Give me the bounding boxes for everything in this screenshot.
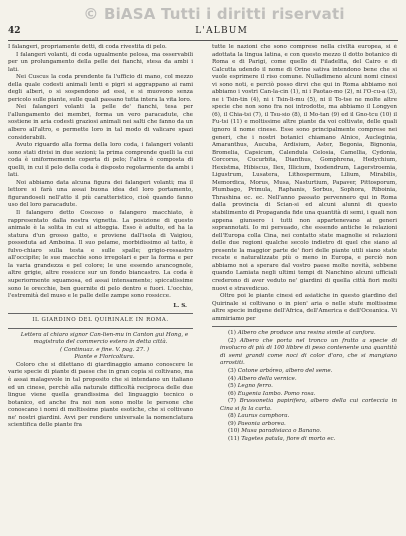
footnote-number: (8) (228, 413, 236, 420)
footnote-text: Albero della vernice. (237, 375, 297, 382)
footnote-number: (6) (228, 390, 236, 397)
footnote-text: Brussonetia papirifera, albero della cui corteccia in Cina si fa la carta. (220, 398, 397, 412)
subheading: Piante e Floricoltura. (74, 354, 135, 361)
footnote-text: Laurus camphora. (237, 413, 290, 420)
footnote (212, 413, 397, 421)
paragraph: Noi abbiamo data alcuna figura dei falangeri volanti; ma il lettore si farà una assai buona idea del loro portamento, figurandoseli nell'atto il più caratteristico, cioè quando fanno uso del loro paracadute. (8, 179, 193, 209)
section-title: IL GIARDINO DEL QUIRINALE IN ROMA. (32, 317, 169, 324)
footnote (212, 330, 397, 338)
footnote-text: Albero che produce una resina simile al canfora. (237, 330, 376, 337)
letter-heading: Lettera al chiaro signor Can-lien-mu in Canton gui Hong, e magistrato del commercio estero in detta città. (20, 331, 189, 346)
paragraph: I falangeri volanti, di coda ugualmente pelosa, ma osservabili per un prolungamento della pelle dei fianchi, stesa da ambi i lati. (8, 51, 193, 73)
footnote-text: Tagetes patula, fiore di morto ec. (241, 435, 336, 442)
footnote-number: (10) (228, 428, 240, 435)
footnote-text: Albero che porta nel tronco un frutto a specie di involucro di più di 100 libbre di peso contenente una quantità di semi grandi come noci di color d'oro, che si mangiano arrostiti. (220, 337, 397, 367)
footnote-number: (2) (228, 337, 236, 344)
footnote-text: Musa paradisiaca o Banano. (241, 428, 322, 435)
right-column (212, 44, 397, 530)
footnote (212, 376, 397, 384)
footnote-number: (4) (228, 375, 236, 382)
footnote (212, 383, 397, 391)
paragraph: Nei Cuscus la coda prendente fa l'ufficio di mano, col mezzo della quale codesti animali lenti e pigri si aggrappano ai rami degli alberi, o si sospendono ad essi, e si muovono senza pericolo sulle piante, sulle quali passano tutta intera la vita loro. (8, 74, 193, 103)
divider (8, 328, 193, 329)
continuation-note: ( Continuaz. e fine. V. pag. 27. ) (59, 346, 150, 353)
footnote (212, 338, 397, 368)
footnote (212, 398, 397, 413)
footnote (212, 368, 397, 376)
author-signature: L. S. (173, 302, 187, 309)
footnote-number: (7) (228, 398, 236, 405)
footnote-text: Paeonia arborea. (237, 420, 286, 427)
paragraph: Avuto riguardo alla forma della loro coda, i falangeri volanti sono stati divisi in due sezioni; la prima comprende quelli la cui coda è uniformemente coperta di pelo; l'altra è composta di quelli, in cui il pelo della coda è disposto regolarmente da ambi i lati. (8, 142, 193, 179)
page-number: 42 (8, 26, 21, 36)
footnote-number: (3) (228, 367, 236, 374)
paragraph: Coloro che si dilettano di giardinaggio amano conoscere le varie specie di piante di paese che in gran copia si coltivano, ma è assai malagevole in tal proposito che si intendano un italiano ed un cinese, perchè alla naturale difficoltà reciproca delle due lingue viene quella grandissima del linguaggio tecnico o botanico, ed anche fra noi non sono molte le persone che conoscano i nomi di moltissime piante esotiche, che si coltivano ne' nostri giardini. Avvi per rendere universale la nomenclatura scientifica delle piante fra (8, 361, 193, 429)
paragraph: Nei falangeri volanti la pelle de' fianchi, tesa per l'allungamento dei membri, forma un vero paracadute, che sostiene in aria codesti graziosi animali nei salti che fanno da un albero all'altro, e permette loro in tal modo di valicare spazi considerabili. (8, 104, 193, 141)
footnote (212, 428, 397, 436)
paragraph: Il falangero detto Coscoso o falangero macchiato, è rappresentato dalla nostra vignetta. La posizione di questo animale è la solita in cui si atteggia. Esso è adulto, ed ha la statura d'un grosso gatto, e proviene dall'isola di Vaigiou, posseduta ad Amboina. Il suo pelame, morbidissimo al tatto, è fulvo-chiaro sulla testa e sulle spalle; grigio-rossastro all'occipite; le sue macchie sono irregolari e per la forma e per la varia grandezza e pel colore; le une essendo arancognole, altre grigie, altre rossicce sur un fondo biancastro. La coda è superiormente squamosa, ed assai intensamente; spiccatissime sono le orecchie, ben guernite di pelo dentro e fuori. L'occhio, l'estremità del muso e le palle delle zampe sono rossicce. (8, 210, 193, 300)
footnote-text: Eugenia Iambo. Pomo rosa. (237, 390, 316, 397)
footnote-number: (5) (228, 383, 236, 390)
divider (8, 313, 193, 314)
footnote-number: (1) (228, 330, 236, 337)
footnote-text: Cotone arbóreo, albero del seme. (237, 367, 333, 374)
footnote-divider (212, 326, 397, 327)
paragraph: I falangeri, propriamente detti, di coda rivestita di pelo. (8, 44, 167, 50)
watermark: © BiASA Tutti i diritti riservati (83, 5, 345, 23)
footnote-text: Legno ferro. (237, 383, 273, 390)
footnote-number: (11) (228, 435, 240, 442)
journal-title: L'ALBUM (195, 26, 248, 36)
paragraph: Oltre poi le piante cinesi ed asiatiche in questo giardino del Quirinale si coltivano o in pien' aria o nelle stufe moltissime altre specie indigene dell'Africa, dell'America e dell'Oceanica. Vi ammiriamo per (212, 293, 397, 322)
page-header (8, 26, 398, 41)
left-column (8, 44, 193, 530)
footnote (212, 436, 397, 444)
footnote-number: (9) (228, 420, 236, 427)
paragraph: tutte le nazioni che sono comprese nella civiltà europea, si è adottata la lingua latina, e con questo mezzo il dotto botanico di Roma e di Parigi, come quello di Filadelfia, del Cairo e di Calcutta udendo il nome di Orine sativa intendono bene che si vuole esprimere il riso comune. Nulladimeno alcuni nomi cinesi vi sono noti, e perciò posso dirvi che qui in Roma abbiamo noi abbiamo i vostri Can-la-cin (1), ni i Paotao-mo (2), ni l'O-cu-a (3), ne i Tsin-tin (4), ni i Tsin-li-mu (5), ni il To-tse ne molte altre specie che non sono fra noi introdotte, ma abbiamo il Longyen (6), il Chia-tsi (7), il Tsu-sio (8), il Mo-tan (9) ed il Gno-tcu (10) il Fu-tsi (11) e moltissime altre piante da voi coltivate, delle quali ignoro il nome cinese. Esse sono principalmente comprese nei generi, che i nostri botanici chiamano Alnice, Aucleginia, Amaranthus, Aucuba, Ardisium, Aster, Begonia, Bignonia, Bromelia, Capsicum, Calendula Celosia, Camellia, Cydonia, Corcorus, Cucurbita, Dianthus, Gomphrena, Hedychium, Hexistma, Hibiscus, Ilex, Illicium, Ixodendrum, Lagerstroemia, Ligustrum, Lusatera, Lithospermum, Lilium, Mirabilis, Memordica, Morus, Musa, Nasturtium, Papaver, Pittosporum, Plumbago, Primula, Raphanis, Sorbus, Sophora, Riboinia, Thrashina ec. ec. Nell'anno passato pervennero qui in Roma dalla provincia di Scian-si ed alcuni alunni di questo stabilimento di Propaganda fide una quantità di semi, i quali non appena giunsero i tutti non appartenevano ai generi soprannotati. Io mi persuado, che essendo antiche le relazioni dell'Europa colla Cina, nei contatto state magnolie si relazioni delle due regioni qualche secolo indietro di quel che siano al presente la maggior parte de' fiori delle piante utili siano state recate e naturalizzate più o meno in Europa, e perciò non abbiamo noi a sperare dal vostro paese molte novità, sebbene quando Lamiata negli ultimi tempi di Nanchino alcuni ufficiali crederono di aver veduto ne' giardini di quella città fiori molti nuovi e stravedicuo. (212, 44, 397, 292)
